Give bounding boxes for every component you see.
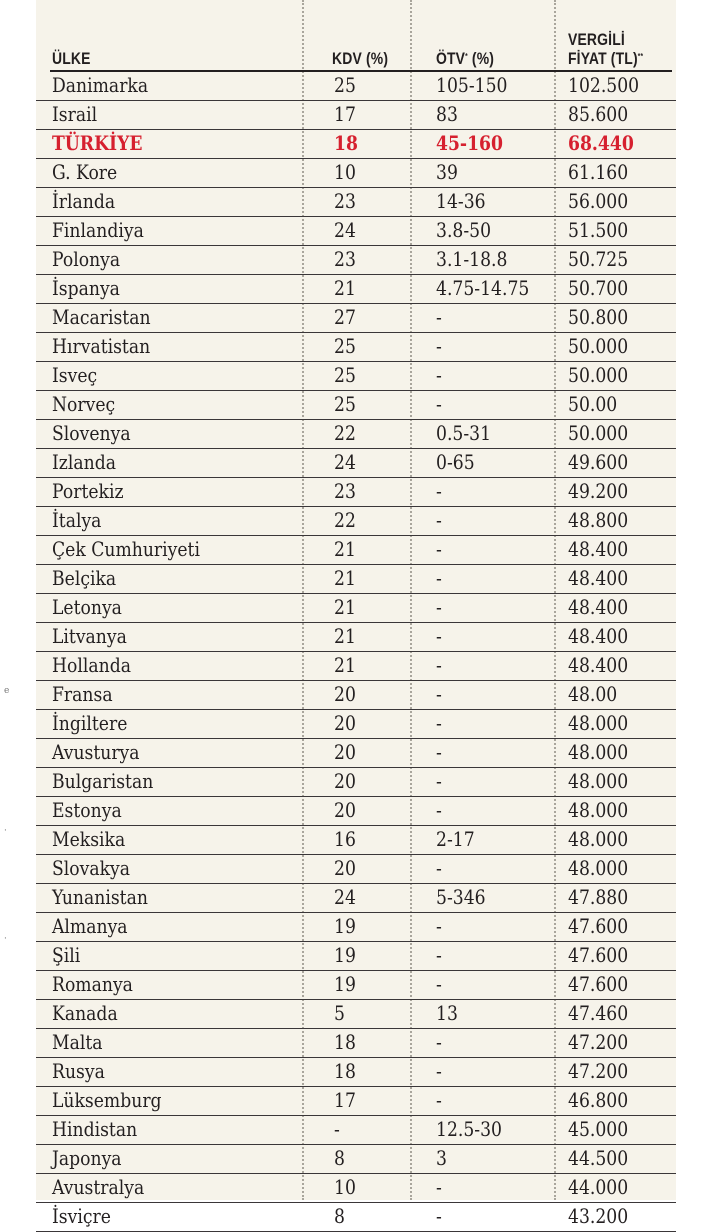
price-cell: 49.200 [568,479,629,503]
price-cell: 49.600 [568,450,629,474]
otv-cell: 83 [436,102,458,126]
otv-cell: - [436,1059,442,1083]
table-row [36,1029,676,1058]
price-cell: 48.000 [568,798,629,822]
price-cell: 48.00 [568,682,618,706]
country-cell: Belçika [52,566,117,590]
table-row-highlighted [36,130,676,159]
kdv-cell: 8 [334,1204,345,1228]
country-cell: Meksika [52,827,126,851]
table-row [36,710,676,739]
table-row [36,942,676,971]
kdv-cell: 21 [334,537,356,561]
country-cell: Litvanya [52,624,127,648]
country-cell: Lüksemburg [52,1088,162,1112]
country-cell: Hırvatistan [52,334,151,358]
price-cell: 45.000 [568,1117,629,1141]
price-cell: 50.000 [568,363,629,387]
otv-cell: - [436,653,442,677]
otv-cell: - [436,363,442,387]
table-row [36,1087,676,1116]
price-cell: 47.880 [568,885,629,909]
table-row [36,971,676,1000]
table-row [36,652,676,681]
kdv-cell: 19 [334,943,356,967]
otv-cell: - [436,769,442,793]
otv-cell: - [436,392,442,416]
price-cell: 50.800 [568,305,629,329]
country-cell: İspanya [52,276,120,300]
table-row [36,855,676,884]
country-cell: Çek Cumhuriyeti [52,537,200,561]
table-row [36,1203,676,1232]
kdv-cell: 10 [334,1175,356,1199]
kdv-cell: 17 [334,1088,356,1112]
header-otv [436,49,494,68]
kdv-cell: 20 [334,769,356,793]
header-country: ÜLKE [52,49,91,68]
country-cell: Macaristan [52,305,151,329]
otv-cell: - [436,914,442,938]
otv-cell: - [436,856,442,880]
kdv-cell: 23 [334,189,356,213]
kdv-cell: 8 [334,1146,345,1170]
otv-cell: 0.5-31 [436,421,492,445]
country-cell: Kanada [52,1001,118,1025]
country-cell: Almanya [52,914,128,938]
kdv-cell: 22 [334,508,356,532]
price-cell: 56.000 [568,189,629,213]
price-cell: 48.000 [568,711,629,735]
header-price-footnote-mark: ** [637,52,644,61]
country-cell: İtalya [52,508,102,532]
price-cell: 44.500 [568,1146,629,1170]
table-header [36,0,676,70]
country-cell: Hindistan [52,1117,138,1141]
table-row [36,449,676,478]
kdv-cell: 16 [334,827,356,851]
kdv-cell: 21 [334,595,356,619]
price-cell: 47.600 [568,943,629,967]
price-cell: 44.000 [568,1175,629,1199]
otv-cell: - [436,1030,442,1054]
kdv-cell: 25 [334,363,356,387]
otv-cell: 13 [436,1001,458,1025]
price-cell: 47.200 [568,1030,629,1054]
table-row [36,797,676,826]
edge-mark: · [4,826,7,836]
country-cell: Isveç [52,363,98,387]
country-cell: Avusturya [52,740,140,764]
otv-cell: - [436,972,442,996]
table-row [36,275,676,304]
country-cell: Estonya [52,798,122,822]
table-row [36,391,676,420]
table-row [36,217,676,246]
table-row [36,507,676,536]
price-cell: 48.400 [568,566,629,590]
table-body [36,72,676,1232]
header-otv-label: ÖTV [436,49,466,68]
kdv-cell: 19 [334,914,356,938]
kdv-cell: 22 [334,421,356,445]
table-row [36,565,676,594]
kdv-cell: 21 [334,624,356,648]
country-cell: Letonya [52,595,122,619]
otv-cell: - [436,566,442,590]
header-otv-footnote-mark: * [465,52,468,61]
table-row [36,594,676,623]
country-cell: Fransa [52,682,113,706]
edge-mark: e [4,686,10,696]
country-cell: Hollanda [52,653,131,677]
kdv-cell: 18 [334,1059,356,1083]
otv-cell: 14-36 [436,189,486,213]
table-row [36,913,676,942]
kdv-cell: 25 [334,73,356,97]
kdv-cell: 20 [334,711,356,735]
otv-cell: - [436,479,442,503]
country-cell: Malta [52,1030,103,1054]
kdv-cell: 20 [334,798,356,822]
kdv-cell: 5 [334,1001,345,1025]
kdv-cell: 20 [334,856,356,880]
country-cell: Israil [52,102,98,126]
table-row [36,478,676,507]
price-cell: 48.800 [568,508,629,532]
table-row [36,623,676,652]
price-cell: 48.000 [568,856,629,880]
header-price-line1: VERGİLİ [568,30,625,49]
otv-cell: 39 [436,160,458,184]
price-cell: 48.400 [568,653,629,677]
table-row [36,884,676,913]
table-row [36,420,676,449]
price-cell: 61.160 [568,160,629,184]
table-row [36,101,676,130]
kdv-cell: 18 [334,1030,356,1054]
price-cell: 51.500 [568,218,629,242]
kdv-cell: 19 [334,972,356,996]
otv-cell: 2-17 [436,827,475,851]
otv-cell: - [436,1088,442,1112]
kdv-cell: 24 [334,218,356,242]
kdv-cell: 25 [334,392,356,416]
table-row [36,739,676,768]
otv-cell: - [436,711,442,735]
kdv-cell: 21 [334,653,356,677]
otv-cell: 0-65 [436,450,475,474]
kdv-cell: - [334,1117,340,1141]
table-row [36,72,676,101]
header-kdv: KDV (%) [332,49,389,68]
otv-cell: 3 [436,1146,447,1170]
tax-price-table [36,0,676,1228]
price-cell: 48.000 [568,740,629,764]
table-row [36,1000,676,1029]
kdv-cell: 27 [334,305,356,329]
kdv-cell: 17 [334,102,356,126]
price-cell: 50.00 [568,392,618,416]
price-cell: 102.500 [568,73,640,97]
country-cell: Izlanda [52,450,116,474]
table-row [36,826,676,855]
otv-cell: - [436,305,442,329]
table-row [36,362,676,391]
kdv-cell: 23 [334,247,356,271]
country-cell: Slovenya [52,421,131,445]
country-cell: Japonya [52,1146,122,1170]
kdv-cell: 21 [334,276,356,300]
kdv-cell: 20 [334,740,356,764]
price-cell: 47.200 [568,1059,629,1083]
country-cell: Norveç [52,392,116,416]
price-cell: 48.400 [568,595,629,619]
price-cell: 50.000 [568,421,629,445]
table-row [36,1174,676,1203]
otv-cell: 45-160 [436,131,503,155]
kdv-cell: 24 [334,885,356,909]
price-cell: 47.460 [568,1001,629,1025]
country-cell: G. Kore [52,160,118,184]
otv-cell: - [436,508,442,532]
price-cell: 48.000 [568,827,629,851]
price-cell: 43.200 [568,1204,629,1228]
country-cell: Polonya [52,247,121,271]
country-cell: Romanya [52,972,133,996]
kdv-cell: 24 [334,450,356,474]
table-row [36,1058,676,1087]
otv-cell: 12.5-30 [436,1117,503,1141]
kdv-cell: 10 [334,160,356,184]
price-cell: 46.800 [568,1088,629,1112]
country-cell: Finlandiya [52,218,144,242]
country-cell: Bulgaristan [52,769,154,793]
price-cell: 47.600 [568,914,629,938]
country-cell: Portekiz [52,479,124,503]
kdv-cell: 20 [334,682,356,706]
country-cell: Yunanistan [52,885,148,909]
otv-cell: 5-346 [436,885,486,909]
edge-mark: · [4,934,7,944]
table-row [36,1145,676,1174]
country-cell: Slovakya [52,856,131,880]
kdv-cell: 18 [334,131,358,155]
price-cell: 85.600 [568,102,629,126]
otv-cell: 105-150 [436,73,508,97]
otv-cell: - [436,798,442,822]
country-cell: Danimarka [52,73,149,97]
price-cell: 48.400 [568,537,629,561]
table-row [36,536,676,565]
header-price-line2: FİYAT (TL)** [568,49,644,68]
header-otv-unit: (%) [467,49,495,68]
header-price [568,30,643,68]
table-row [36,681,676,710]
kdv-cell: 23 [334,479,356,503]
otv-cell: - [436,1204,442,1228]
otv-cell: - [436,1175,442,1199]
otv-cell: - [436,537,442,561]
price-cell: 50.000 [568,334,629,358]
otv-cell: 4.75-14.75 [436,276,530,300]
price-cell: 48.400 [568,624,629,648]
otv-cell: - [436,624,442,648]
otv-cell: - [436,943,442,967]
price-cell: 48.000 [568,769,629,793]
otv-cell: - [436,595,442,619]
table-row [36,188,676,217]
price-cell: 68.440 [568,131,634,155]
country-cell: TÜRKİYE [52,131,143,155]
table-row [36,159,676,188]
country-cell: İngiltere [52,711,128,735]
table-row [36,304,676,333]
price-cell: 50.725 [568,247,629,271]
table-row [36,333,676,362]
otv-cell: - [436,740,442,764]
country-cell: Rusya [52,1059,105,1083]
table-row [36,768,676,797]
kdv-cell: 25 [334,334,356,358]
country-cell: Şili [52,943,81,967]
otv-cell: - [436,682,442,706]
otv-cell: 3.1-18.8 [436,247,508,271]
country-cell: İrlanda [52,189,116,213]
country-cell: İsviçre [52,1204,111,1228]
table-row [36,1116,676,1145]
table-row [36,246,676,275]
price-cell: 47.600 [568,972,629,996]
kdv-cell: 21 [334,566,356,590]
otv-cell: - [436,334,442,358]
otv-cell: 3.8-50 [436,218,492,242]
price-cell: 50.700 [568,276,629,300]
country-cell: Avustralya [52,1175,145,1199]
